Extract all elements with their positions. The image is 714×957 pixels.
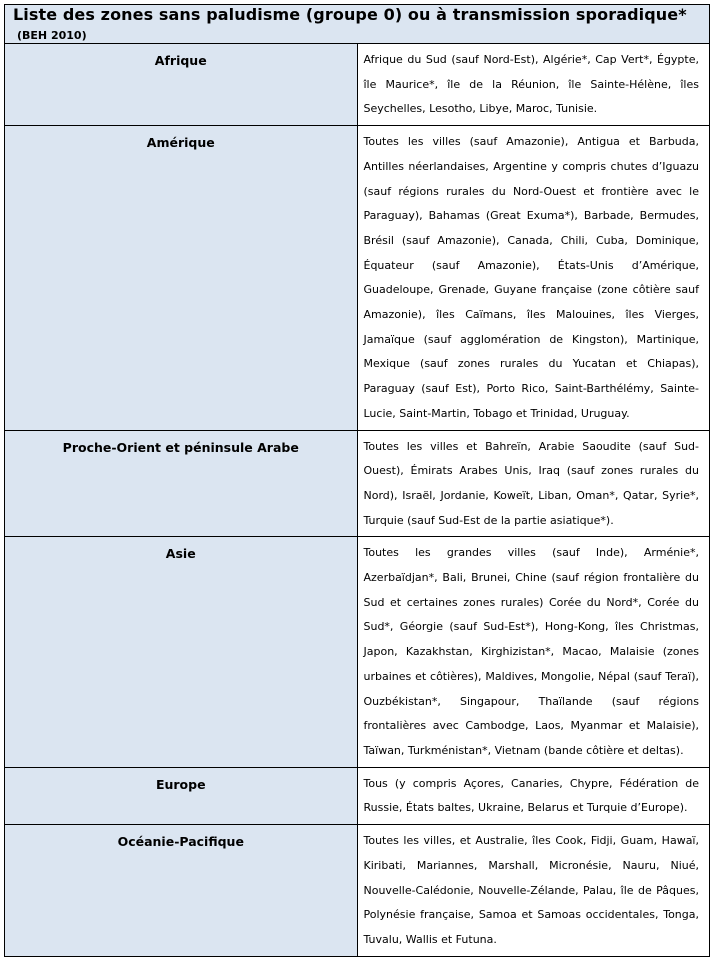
region-cell-europe: Europe <box>5 767 358 824</box>
table-row <box>5 430 710 537</box>
malaria-free-zones-table <box>4 4 710 957</box>
table-row <box>5 537 710 767</box>
countries-cell-afrique: Afrique du Sud (sauf Nord-Est), Algérie*, Cap Vert*, Égypte, île Maurice*, île de la Réunion, île Sainte-Hélène, îles Seychelles, Lesotho, Libye, Maroc, Tunisie. <box>357 44 710 126</box>
countries-cell-asie: Toutes les grandes villes (sauf Inde), Arménie*, Azerbaïdjan*, Bali, Brunei, Chine (sauf région frontalière du Sud et certaines zones rurales) Corée du Nord*, Corée du Sud*, Géorgie (sauf Sud-Est*), Hong-Kong, îles Christmas, Japon, Kazakhstan, Kirghizistan*, Macao, Malaisie (zones urbaines et côtières), Maldives, Mongolie, Népal (sauf Teraï), Ouzbékistan*, Singapour, Thaïlande (sauf régions frontalières avec Cambodge, Laos, Myanmar et Malaisie), Taïwan, Turkménistan*, Vietnam (bande côtière et deltas). <box>357 537 710 767</box>
region-cell-oceanie: Océanie-Pacifique <box>5 825 358 957</box>
table-row <box>5 825 710 957</box>
countries-cell-amerique: Toutes les villes (sauf Amazonie), Antigua et Barbuda, Antilles néerlandaises, Argentine y compris chutes d’Iguazu (sauf régions rurales du Nord-Ouest et frontière avec le Paraguay), Bahamas (Great Exuma*), Barbade, Bermudes, Brésil (sauf Amazonie), Canada, Chili, Cuba, Dominique, Équateur (sauf Amazonie), États-Unis d’Amérique, Guadeloupe, Grenade, Guyane française (zone côtière sauf Amazonie), îles Caïmans, îles Malouines, îles Vierges, Jamaïque (sauf agglomération de Kingston), Martinique, Mexique (sauf zones rurales du Yucatan et Chiapas), Paraguay (sauf Est), Porto Rico, Saint-Barthélémy, Sainte-Lucie, Saint-Martin, Tobago et Trinidad, Uruguay. <box>357 126 710 430</box>
countries-cell-proche-orient: Toutes les villes et Bahreïn, Arabie Saoudite (sauf Sud-Ouest), Émirats Arabes Unis, Iraq (sauf zones rurales du Nord), Israël, Jordanie, Koweït, Liban, Oman*, Qatar, Syrie*, Turquie (sauf Sud-Est de la partie asiatique*). <box>357 430 710 537</box>
region-cell-amerique: Amérique <box>5 126 358 430</box>
table-title-source: (BEH 2010) <box>17 29 87 42</box>
table-row <box>5 767 710 824</box>
table-row <box>5 44 710 126</box>
zones-table-container <box>4 4 710 946</box>
table-title-text: Liste des zones sans paludisme (groupe 0) ou à transmission sporadique* <box>13 5 687 24</box>
table-title <box>5 5 710 44</box>
countries-cell-oceanie: Toutes les villes, et Australie, îles Cook, Fidji, Guam, Hawaï, Kiribati, Mariannes, Marshall, Micronésie, Nauru, Niué, Nouvelle-Calédonie, Nouvelle-Zélande, Palau, île de Pâques, Polynésie française, Samoa et Samoas occidentales, Tonga, Tuvalu, Wallis et Futuna. <box>357 825 710 957</box>
region-cell-afrique: Afrique <box>5 44 358 126</box>
table-title-row <box>5 5 710 44</box>
region-cell-proche-orient: Proche-Orient et péninsule Arabe <box>5 430 358 537</box>
table-row <box>5 126 710 430</box>
countries-cell-europe: Tous (y compris Açores, Canaries, Chypre, Fédération de Russie, États baltes, Ukraine, Belarus et Turquie d’Europe). <box>357 767 710 824</box>
region-cell-asie: Asie <box>5 537 358 767</box>
